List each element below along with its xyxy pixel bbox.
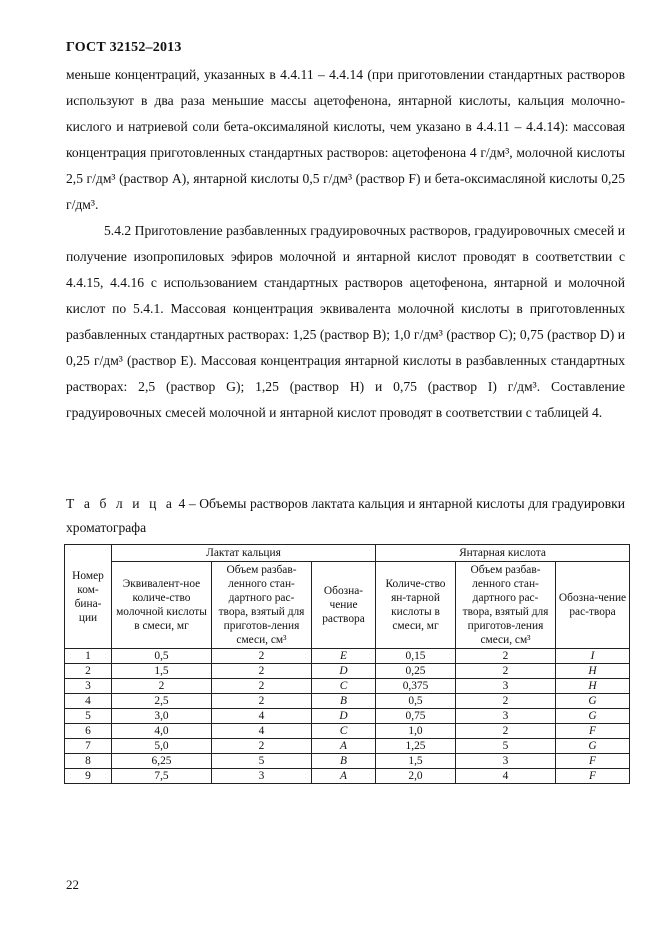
table-row	[65, 754, 630, 769]
table-cell: I	[556, 649, 630, 664]
header-succinic-volume: Объем разбав-ленного стан-дартного рас-твора, взятый для приготов-ления смеси, см³	[456, 562, 556, 649]
table-cell: 3	[456, 709, 556, 724]
table-cell: F	[556, 769, 630, 784]
header-group-succinic: Янтарная кислота	[376, 545, 630, 562]
table-caption	[66, 492, 625, 540]
table-cell: G	[556, 739, 630, 754]
table-cell: D	[312, 709, 376, 724]
table-cell: 0,15	[376, 649, 456, 664]
table-cell: 2,5	[112, 694, 212, 709]
table-cell: 2	[212, 739, 312, 754]
table-cell: 6	[65, 724, 112, 739]
table-cell: 5,0	[112, 739, 212, 754]
table-cell: 2	[212, 664, 312, 679]
table-cell: G	[556, 709, 630, 724]
table-cell: 4	[212, 724, 312, 739]
table-row	[65, 664, 630, 679]
table-cell: 0,5	[376, 694, 456, 709]
header-lactic-volume: Объем разбав-ленного стан-дартного рас-твора, взятый для приготов-ления смеси, см³	[212, 562, 312, 649]
table-cell: H	[556, 679, 630, 694]
table-cell: 3,0	[112, 709, 212, 724]
document-header: ГОСТ 32152–2013	[66, 40, 182, 55]
table-cell: 5	[212, 754, 312, 769]
table-cell: G	[556, 694, 630, 709]
page-number: 22	[66, 877, 79, 892]
table-cell: 0,75	[376, 709, 456, 724]
table-row	[65, 649, 630, 664]
table-row	[65, 724, 630, 739]
table-cell: 7	[65, 739, 112, 754]
table-cell: 3	[65, 679, 112, 694]
table-cell: 2,0	[376, 769, 456, 784]
table-cell: 4	[456, 769, 556, 784]
table-cell: 6,25	[112, 754, 212, 769]
table-cell: D	[312, 664, 376, 679]
table-cell: 3	[212, 769, 312, 784]
table-cell: 8	[65, 754, 112, 769]
table-row	[65, 769, 630, 784]
table-cell: 1,0	[376, 724, 456, 739]
table-cell: B	[312, 694, 376, 709]
table-cell: 4	[212, 709, 312, 724]
table-row	[65, 679, 630, 694]
header-lactic-solution: Обозна-чение раствора	[312, 562, 376, 649]
table-cell: 0,5	[112, 649, 212, 664]
table-row	[65, 739, 630, 754]
table-row	[65, 709, 630, 724]
table-cell: 9	[65, 769, 112, 784]
table-cell: 3	[456, 754, 556, 769]
body-text	[66, 62, 625, 426]
table-cell: 0,25	[376, 664, 456, 679]
table-cell: F	[556, 754, 630, 769]
header-group-lactate: Лактат кальция	[112, 545, 376, 562]
table-row	[65, 694, 630, 709]
table-cell: A	[312, 769, 376, 784]
header-lactic-amount: Эквивалент-ное количе-ство молочной кислоты в смеси, мг	[112, 562, 212, 649]
table-cell: 1,5	[376, 754, 456, 769]
paragraph-1: меньше концентраций, указанных в 4.4.11 – 4.4.14 (при приготовлении стандартных растворов используют в два раза меньшие массы ацетофенона, янтарной кислоты, кальция молочно-кислого и натриевой соли бета-оксималяной кислоты, чем указано в 4.4.11 – 4.4.14): массовая концентрация приготовленных стандартных растворов: ацетофенона 4 г/дм³, молочной кислоты 2,5 г/дм³ (раствор A), янтарной кислоты 0,5 г/дм³ (раствор F) и бета-оксимасляной кислоты 0,25 г/дм³.	[66, 67, 625, 212]
table-caption-text: 4 – Объемы растворов лактата кальция и янтарной кислоты для градуировки хроматографа	[66, 496, 625, 535]
table-cell: 3	[456, 679, 556, 694]
header-combination: Номер ком-бина-ции	[65, 545, 112, 649]
table-cell: 4,0	[112, 724, 212, 739]
table-cell: 2	[456, 664, 556, 679]
table-cell: C	[312, 724, 376, 739]
table-cell: B	[312, 754, 376, 769]
header-succinic-amount: Количе-ство ян-тарной кислоты в смеси, мг	[376, 562, 456, 649]
table-cell: 7,5	[112, 769, 212, 784]
table-cell: H	[556, 664, 630, 679]
table-cell: 5	[456, 739, 556, 754]
table-cell: 2	[456, 724, 556, 739]
table-cell: 2	[212, 679, 312, 694]
table-cell: 1,5	[112, 664, 212, 679]
table-cell: 5	[65, 709, 112, 724]
header-succinic-solution: Обозна-чение рас-твора	[556, 562, 630, 649]
table-cell: 2	[112, 679, 212, 694]
table-cell: 0,375	[376, 679, 456, 694]
table-cell: 2	[65, 664, 112, 679]
table-cell: A	[312, 739, 376, 754]
table-cell: 2	[212, 694, 312, 709]
table-cell: 2	[212, 649, 312, 664]
table-cell: 2	[456, 649, 556, 664]
table-cell: C	[312, 679, 376, 694]
table-caption-label: Т а б л и ц а	[66, 496, 175, 511]
paragraph-2: 5.4.2 Приготовление разбавленных градуировочных растворов, градуировочных смесей и получение изопропиловых эфиров молочной и янтарной кислот проводят в соответствии с 4.4.15, 4.4.16 с использованием стандартных растворов ацетофенона, янтарной и молочной кислот по 5.4.1. Массовая концентрация эквивалента молочной кислоты в приготовленных разбавленных стандартных растворах: 1,25 (раствор B); 1,0 г/дм³ (раствор C); 0,75 (раствор D) и 0,25 г/дм³ (раствор E). Массовая концентрация янтарной кислоты в разбавленных стандартных растворах: 2,5 (раствор G); 1,25 (раствор H) и 0,75 (раствор I) г/дм³. Составление градуировочных смесей молочной и янтарной кислот проводят в соответствии с таблицей 4.	[66, 223, 625, 420]
table-cell: 1,25	[376, 739, 456, 754]
table-cell: F	[556, 724, 630, 739]
table-cell: E	[312, 649, 376, 664]
table-cell: 4	[65, 694, 112, 709]
table-cell: 1	[65, 649, 112, 664]
table-cell: 2	[456, 694, 556, 709]
calibration-table	[64, 544, 630, 784]
